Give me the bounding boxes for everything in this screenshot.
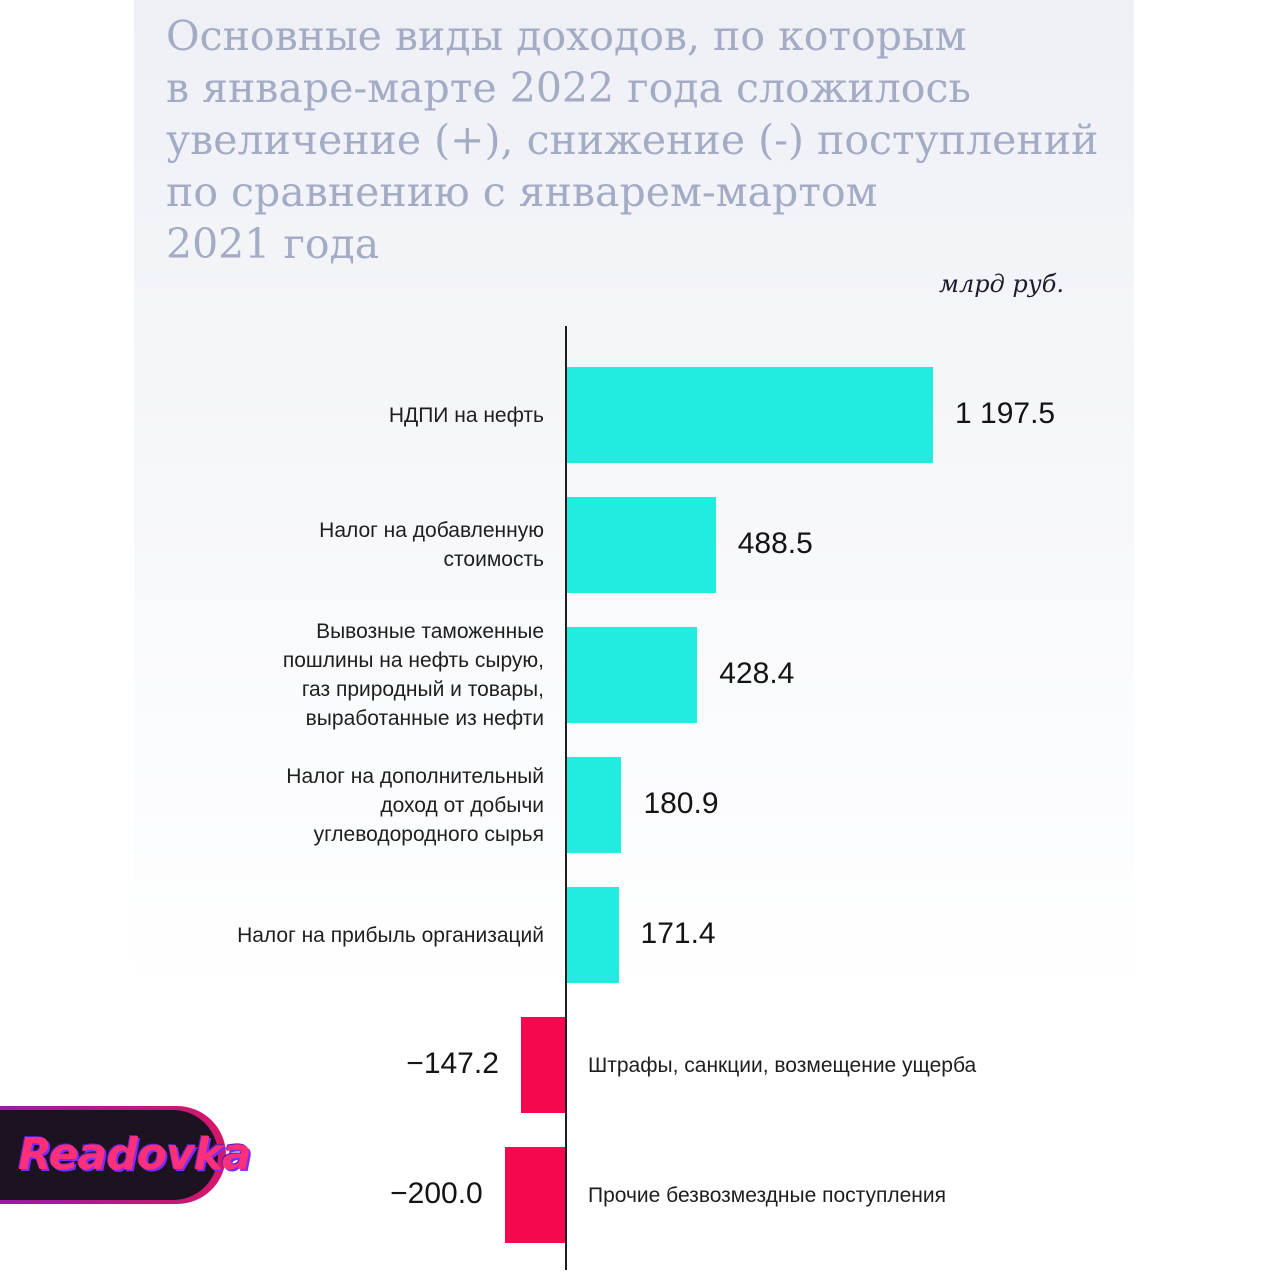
value-label-5: −147.2 [406,1047,499,1080]
category-label-2: Вывозные таможенные пошлины на нефть сырую, газ природный и товары, выработанные из нефти [282,620,544,730]
category-label-6: Прочие безвозмездные поступления [588,1183,946,1207]
readovka-logo-badge [0,1106,251,1204]
zero-axis-line [565,326,567,1270]
bar-5 [521,1017,566,1113]
value-label-3: 180.9 [643,787,719,820]
bar-6 [505,1147,566,1243]
value-label-4: 171.4 [640,917,716,950]
logo-backdrop [0,1110,251,1200]
bar-0 [566,367,933,463]
category-label-0: НДПИ на нефть [388,403,544,427]
unit-label: млрд руб. [939,270,1064,298]
readovka-logo: Readovka [18,1129,251,1180]
value-label-6: −200.0 [390,1177,483,1210]
category-label-1: Налог на добавленную стоимость [319,519,544,571]
value-label-2: 428.4 [719,657,795,690]
category-label-4: Налог на прибыль организаций [237,923,544,947]
category-label-3: Налог на дополнительный доход от добычи углеводородного сырья [286,764,544,846]
bar-2 [566,627,697,723]
value-label-1: 488.5 [737,527,813,560]
bar-3 [566,757,621,853]
bar-4 [566,887,619,983]
category-label-5: Штрафы, санкции, возмещение ущерба [588,1053,977,1077]
bar-1 [566,497,716,593]
chart-title: Основные виды доходов, по которым в январе-марте 2022 года сложилось увеличение (+), снижение (-) поступлений по сравнению с январем-мартом 2021 года [166,12,1099,268]
value-label-0: 1 197.5 [955,397,1056,430]
